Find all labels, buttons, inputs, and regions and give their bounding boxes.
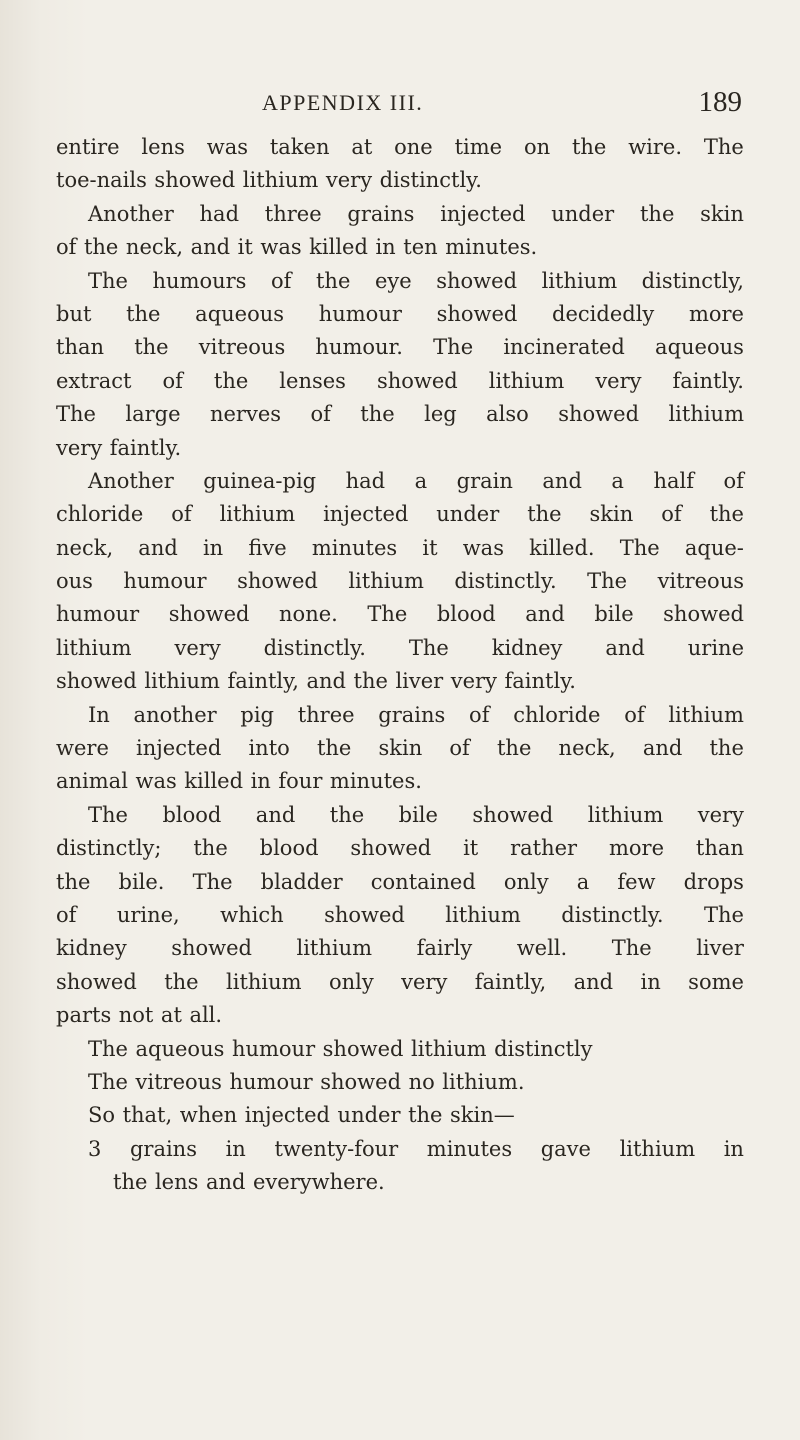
text-line: the lens and everywhere. [113, 1170, 385, 1195]
text-line: The blood and the bile showed lithium very [88, 802, 744, 827]
text-line: entire lens was taken at one time on the wire. The [56, 135, 744, 159]
running-title: APPENDIX III. [262, 90, 424, 115]
text-line: 3 grains in twenty-four minutes gave lithium in [88, 1136, 744, 1161]
text-line: extract of the lenses showed lithium very faintly. [56, 368, 744, 393]
text-line: showed lithium faintly, and the liver very faintly. [56, 669, 576, 694]
text-line: showed the lithium only very faintly, and in some [56, 969, 744, 994]
text-line: lithium very distinctly. The kidney and urine [56, 635, 744, 660]
page-number: 189 [698, 86, 742, 118]
text-line: neck, and in five minutes it was killed. The aque- [56, 535, 744, 560]
text-line: of the neck, and it was killed in ten minutes. [56, 235, 538, 260]
text-line: humour showed none. The blood and bile showed [56, 602, 744, 627]
text-line: the bile. The bladder contained only a few drops [56, 869, 744, 894]
text-line: toe-nails showed lithium very distinctly. [56, 168, 482, 193]
text-line: The vitreous humour showed no lithium. [88, 1069, 525, 1094]
text-line: but the aqueous humour showed decidedly more [56, 301, 744, 326]
text-line: ous humour showed lithium distinctly. The vitreous [56, 569, 744, 594]
text-line: were injected into the skin of the neck, and the [56, 736, 744, 761]
text-line: The aqueous humour showed lithium distinctly [88, 1036, 593, 1061]
body-text [56, 131, 744, 1200]
text-line: kidney showed lithium fairly well. The liver [56, 936, 744, 961]
text-line: So that, when injected under the skin— [88, 1103, 515, 1128]
text-line: The humours of the eye showed lithium distinctly, [88, 268, 744, 293]
text-line: parts not at all. [56, 1003, 223, 1028]
text-line: very faintly. [56, 435, 182, 460]
text-line: The large nerves of the leg also showed lithium [56, 402, 744, 427]
text-line: than the vitreous humour. The incinerated aqueous [56, 335, 744, 360]
text-line: distinctly; the blood showed it rather more than [56, 836, 744, 861]
text-line: of urine, which showed lithium distinctly. The [56, 902, 744, 927]
text-line: animal was killed in four minutes. [56, 769, 422, 794]
text-line: Another had three grains injected under the skin [88, 201, 744, 226]
text-line: In another pig three grains of chloride of lithium [88, 702, 744, 727]
page-header [262, 86, 742, 120]
text-line: Another guinea-pig had a grain and a half of [88, 468, 744, 493]
text-line: chloride of lithium injected under the skin of the [56, 502, 744, 527]
